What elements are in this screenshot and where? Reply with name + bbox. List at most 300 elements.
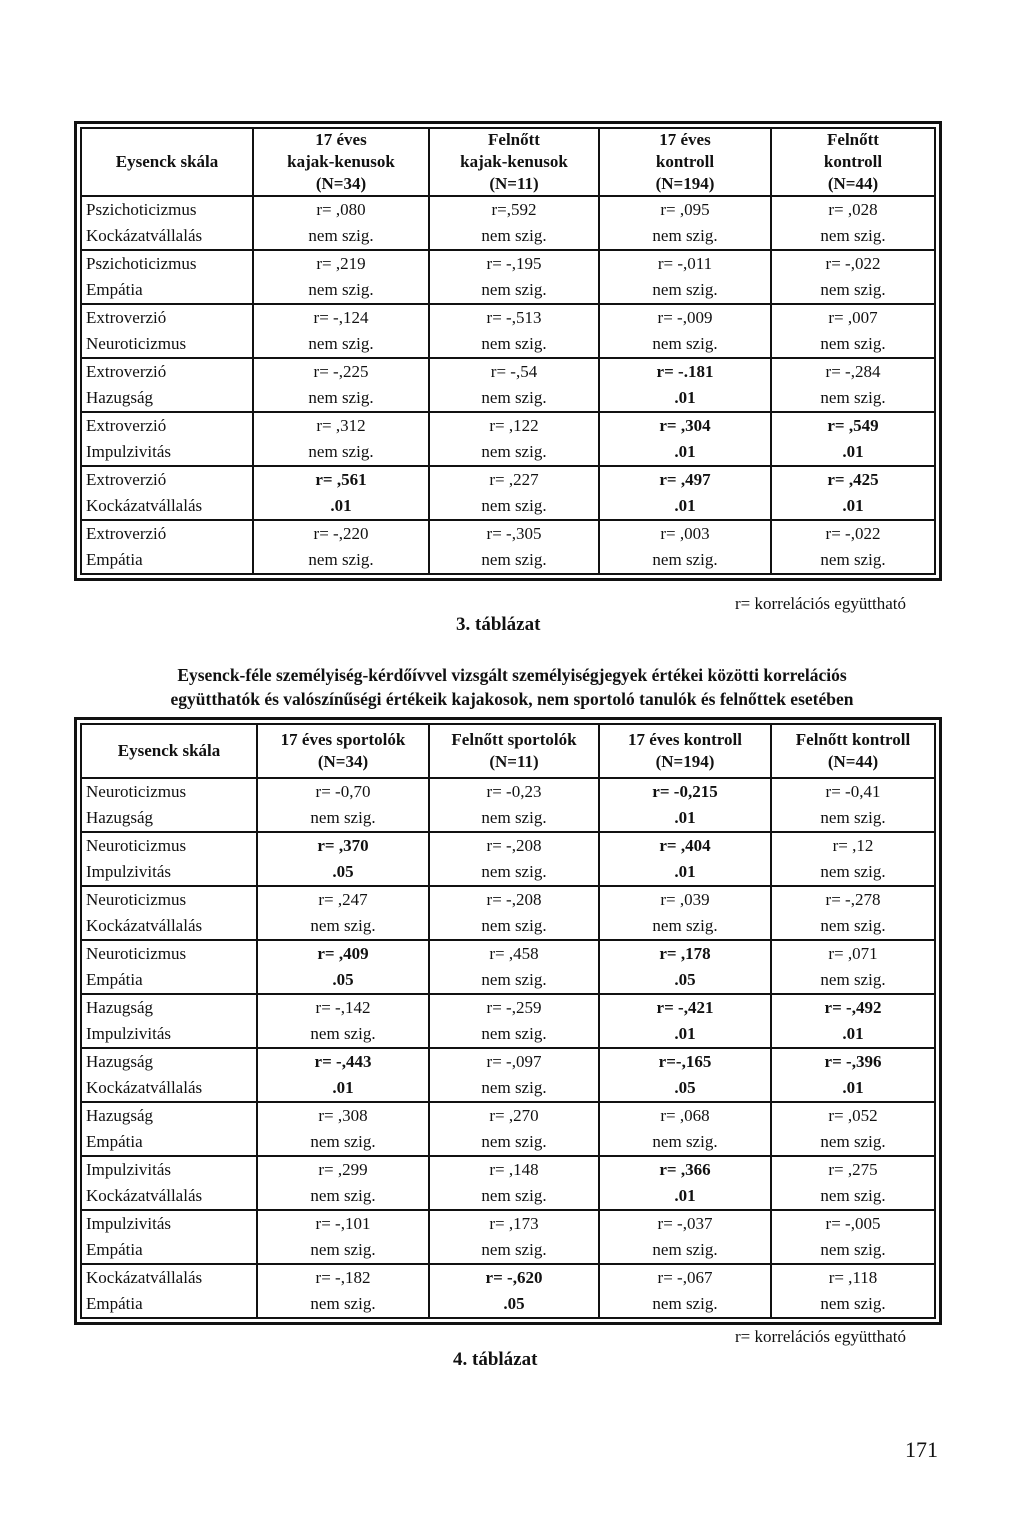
correlation-value: r= ,003 <box>660 524 710 543</box>
scale-label: Pszichoticizmus <box>86 200 197 219</box>
correlation-cell <box>429 1156 599 1210</box>
correlation-cell <box>429 1210 599 1264</box>
correlation-value: r= -,421 <box>656 998 714 1017</box>
significance-value: nem szig. <box>820 388 886 407</box>
scale-pair-cell <box>81 1210 257 1264</box>
correlation-cell <box>599 250 771 304</box>
column-header-line: 17 éves <box>315 130 367 149</box>
scale-label: Extroverzió <box>86 524 167 543</box>
correlation-value: r= ,039 <box>660 890 710 909</box>
column-header-line: (N=11) <box>489 752 539 771</box>
significance-value: nem szig. <box>652 1240 718 1259</box>
correlation-cell <box>253 466 429 520</box>
correlation-value: r= -,396 <box>824 1052 882 1071</box>
correlation-value: r= ,270 <box>489 1106 539 1125</box>
column-header-line: (N=44) <box>827 174 879 193</box>
table-row <box>81 250 935 304</box>
scale-label: Neuroticizmus <box>86 334 187 353</box>
correlation-cell <box>429 358 599 412</box>
column-header-line: kajak-kenusok <box>460 152 568 171</box>
correlation-value: r= ,247 <box>318 890 368 909</box>
correlation-cell <box>257 832 429 886</box>
column-header <box>771 724 935 778</box>
description-line-1: Eysenck-féle személyiség-kérdőívvel vizsgált személyiségjegyek értékei közötti korrelációs <box>177 665 847 685</box>
column-header-line: Eysenck skála <box>117 741 221 760</box>
correlation-value: r= ,275 <box>828 1160 878 1179</box>
scale-pair-cell <box>81 358 253 412</box>
correlation-cell <box>771 250 935 304</box>
table-row <box>81 1264 935 1318</box>
significance-value: nem szig. <box>820 226 886 245</box>
significance-value: .01 <box>330 496 352 515</box>
table-3-note: r= korrelációs együttható <box>735 594 907 613</box>
scale-label: Extroverzió <box>86 362 167 381</box>
significance-value: nem szig. <box>308 442 374 461</box>
scale-pair-cell <box>81 1156 257 1210</box>
correlation-value: r= -,208 <box>486 836 542 855</box>
significance-value: .01 <box>674 1186 696 1205</box>
table-row <box>81 412 935 466</box>
correlation-cell <box>599 1156 771 1210</box>
scale-label: Hazugság <box>86 808 154 827</box>
table-3-caption: 3. táblázat <box>456 614 541 635</box>
description-line-2: együtthatók és valószínűségi értékeik kajakosok, nem sportoló tanulók és felnőttek esetében <box>170 689 854 709</box>
table-3-header-row <box>81 128 935 196</box>
correlation-value: r= -,620 <box>485 1268 543 1287</box>
significance-value: nem szig. <box>481 334 547 353</box>
table-4 <box>74 717 942 1325</box>
correlation-value: r= -,259 <box>486 998 542 1017</box>
scale-label: Empátia <box>86 1294 143 1313</box>
correlation-value: r= -0,23 <box>486 782 542 801</box>
column-header-line: 17 éves kontroll <box>628 730 742 749</box>
significance-value: nem szig. <box>820 1132 886 1151</box>
correlation-value: r= -0,70 <box>315 782 371 801</box>
significance-value: nem szig. <box>481 226 547 245</box>
correlation-cell <box>771 412 935 466</box>
correlation-cell <box>253 250 429 304</box>
scale-label: Impulzivitás <box>86 862 171 881</box>
correlation-value: r= -,009 <box>657 308 713 327</box>
significance-value: nem szig. <box>310 1186 376 1205</box>
correlation-value: r=,592 <box>491 200 537 219</box>
table-row <box>81 358 935 412</box>
correlation-value: r= ,304 <box>659 416 711 435</box>
significance-value: nem szig. <box>481 808 547 827</box>
scale-label: Hazugság <box>86 998 154 1017</box>
scale-label: Empátia <box>86 1132 143 1151</box>
correlation-value: r= ,366 <box>659 1160 711 1179</box>
correlation-value: r= ,561 <box>315 470 367 489</box>
scale-pair-cell <box>81 196 253 250</box>
significance-value: nem szig. <box>310 916 376 935</box>
column-header <box>81 128 253 196</box>
correlation-value: r= ,409 <box>317 944 369 963</box>
correlation-cell <box>257 1156 429 1210</box>
column-header-line: (N=34) <box>317 752 369 771</box>
significance-value: .05 <box>332 970 354 989</box>
scale-label: Impulzivitás <box>86 1214 171 1233</box>
scale-pair-cell <box>81 304 253 358</box>
correlation-value: r= -,278 <box>825 890 881 909</box>
scale-label: Kockázatvállalás <box>86 226 203 245</box>
correlation-cell <box>599 1102 771 1156</box>
significance-value: nem szig. <box>481 496 547 515</box>
scale-pair-cell <box>81 886 257 940</box>
correlation-value: r= -,220 <box>313 524 369 543</box>
scale-pair-cell <box>81 940 257 994</box>
significance-value: nem szig. <box>820 862 886 881</box>
table-row <box>81 994 935 1048</box>
significance-value: nem szig. <box>820 334 886 353</box>
scale-label: Hazugság <box>86 1052 154 1071</box>
significance-value: .01 <box>674 496 696 515</box>
significance-value: nem szig. <box>652 550 718 569</box>
significance-value: .01 <box>674 808 696 827</box>
correlation-value: r= ,148 <box>489 1160 539 1179</box>
correlation-cell <box>429 466 599 520</box>
column-header <box>771 128 935 196</box>
significance-value: nem szig. <box>652 280 718 299</box>
column-header-line: 17 éves <box>659 130 711 149</box>
correlation-cell <box>429 994 599 1048</box>
column-header <box>599 128 771 196</box>
column-header-line: Eysenck skála <box>115 152 219 171</box>
correlation-cell <box>429 412 599 466</box>
column-header <box>599 724 771 778</box>
correlation-cell <box>599 412 771 466</box>
scale-label: Hazugság <box>86 1106 154 1125</box>
correlation-value: r= ,299 <box>318 1160 368 1179</box>
correlation-value: r= ,549 <box>827 416 879 435</box>
table-4-note: r= korrelációs együttható <box>735 1327 907 1346</box>
significance-value: nem szig. <box>820 1240 886 1259</box>
scale-label: Empátia <box>86 1240 143 1259</box>
significance-value: .01 <box>842 496 864 515</box>
correlation-cell <box>257 994 429 1048</box>
scale-label: Empátia <box>86 970 143 989</box>
significance-value: nem szig. <box>308 280 374 299</box>
correlation-value: r= -,208 <box>486 890 542 909</box>
scale-label: Empátia <box>86 550 143 569</box>
significance-value: nem szig. <box>308 388 374 407</box>
correlation-value: r= ,118 <box>828 1268 878 1287</box>
correlation-value: r= ,173 <box>489 1214 539 1233</box>
correlation-cell <box>771 1156 935 1210</box>
table-row <box>81 304 935 358</box>
table-4-header-row <box>81 724 935 778</box>
correlation-value: r= ,458 <box>489 944 539 963</box>
significance-value: nem szig. <box>820 1186 886 1205</box>
correlation-value: r= -,142 <box>315 998 371 1017</box>
correlation-cell <box>429 778 599 832</box>
significance-value: nem szig. <box>820 1294 886 1313</box>
significance-value: nem szig. <box>310 1294 376 1313</box>
correlation-cell <box>429 304 599 358</box>
correlation-value: r=-,165 <box>658 1052 712 1071</box>
correlation-cell <box>771 994 935 1048</box>
column-header-line: kontroll <box>655 152 715 171</box>
significance-value: nem szig. <box>310 1024 376 1043</box>
correlation-cell <box>253 196 429 250</box>
correlation-value: r= -,022 <box>825 254 881 273</box>
correlation-value: r= -,513 <box>486 308 542 327</box>
scale-label: Pszichoticizmus <box>86 254 197 273</box>
significance-value: .01 <box>674 388 696 407</box>
correlation-value: r= -,097 <box>486 1052 542 1071</box>
table-row <box>81 1048 935 1102</box>
column-header <box>429 724 599 778</box>
column-header-line: (N=34) <box>315 174 367 193</box>
table-row <box>81 1102 935 1156</box>
significance-value: nem szig. <box>481 442 547 461</box>
table-4-caption: 4. táblázat <box>453 1349 538 1370</box>
correlation-value: r= -.181 <box>656 362 714 381</box>
significance-value: .01 <box>674 442 696 461</box>
significance-value: .05 <box>332 862 354 881</box>
correlation-value: r= ,227 <box>489 470 539 489</box>
correlation-cell <box>771 1102 935 1156</box>
correlation-value: r= -0,215 <box>652 782 718 801</box>
column-header-line: kajak-kenusok <box>287 152 395 171</box>
correlation-cell <box>253 520 429 574</box>
correlation-cell <box>599 1048 771 1102</box>
significance-value: nem szig. <box>820 280 886 299</box>
correlation-value: r= -,101 <box>315 1214 371 1233</box>
correlation-value: r= -,067 <box>657 1268 713 1287</box>
column-header-line: (N=11) <box>489 174 539 193</box>
column-header <box>257 724 429 778</box>
scale-pair-cell <box>81 1048 257 1102</box>
correlation-value: r= ,178 <box>659 944 711 963</box>
scale-label: Kockázatvállalás <box>86 1078 203 1097</box>
scale-label: Neuroticizmus <box>86 782 187 801</box>
significance-value: .01 <box>842 442 864 461</box>
correlation-value: r= -0,41 <box>825 782 881 801</box>
correlation-cell <box>429 520 599 574</box>
correlation-cell <box>771 358 935 412</box>
correlation-cell <box>429 886 599 940</box>
significance-value: nem szig. <box>652 1294 718 1313</box>
correlation-cell <box>429 250 599 304</box>
significance-value: .05 <box>674 1078 696 1097</box>
correlation-cell <box>429 1048 599 1102</box>
correlation-cell <box>599 1210 771 1264</box>
scale-label: Hazugság <box>86 388 154 407</box>
significance-value: nem szig. <box>481 388 547 407</box>
significance-value: nem szig. <box>481 1078 547 1097</box>
correlation-cell <box>253 412 429 466</box>
correlation-value: r= -,005 <box>825 1214 881 1233</box>
column-header <box>81 724 257 778</box>
correlation-value: r= -,492 <box>824 998 882 1017</box>
significance-value: .01 <box>674 862 696 881</box>
correlation-value: r= ,080 <box>316 200 366 219</box>
correlation-value: r= -,54 <box>490 362 538 381</box>
scale-label: Kockázatvállalás <box>86 916 203 935</box>
scale-pair-cell <box>81 466 253 520</box>
table-row <box>81 1156 935 1210</box>
scale-pair-cell <box>81 520 253 574</box>
correlation-value: r= -,182 <box>315 1268 371 1287</box>
correlation-cell <box>429 1264 599 1318</box>
scale-pair-cell <box>81 250 253 304</box>
correlation-value: r= ,068 <box>660 1106 710 1125</box>
correlation-cell <box>771 1048 935 1102</box>
scale-pair-cell <box>81 1264 257 1318</box>
correlation-value: r= ,007 <box>828 308 878 327</box>
table-4-description <box>80 663 944 711</box>
significance-value: nem szig. <box>820 916 886 935</box>
significance-value: nem szig. <box>308 334 374 353</box>
significance-value: .01 <box>842 1024 864 1043</box>
correlation-cell <box>599 358 771 412</box>
significance-value: nem szig. <box>820 970 886 989</box>
correlation-value: r= ,308 <box>318 1106 368 1125</box>
significance-value: nem szig. <box>481 550 547 569</box>
significance-value: .01 <box>674 1024 696 1043</box>
scale-pair-cell <box>81 412 253 466</box>
table-row <box>81 832 935 886</box>
column-header-line: Felnőtt kontroll <box>795 730 911 749</box>
table-row <box>81 196 935 250</box>
column-header-line: (N=194) <box>655 174 715 193</box>
scale-label: Neuroticizmus <box>86 944 187 963</box>
scale-label: Neuroticizmus <box>86 836 187 855</box>
scale-label: Kockázatvállalás <box>86 496 203 515</box>
significance-value: nem szig. <box>820 808 886 827</box>
correlation-cell <box>257 940 429 994</box>
correlation-cell <box>599 778 771 832</box>
correlation-cell <box>771 520 935 574</box>
correlation-value: r= -,011 <box>657 254 713 273</box>
correlation-value: r= ,12 <box>832 836 874 855</box>
table-row <box>81 466 935 520</box>
column-header <box>253 128 429 196</box>
column-header-line: Felnőtt <box>827 130 879 149</box>
correlation-cell <box>599 304 771 358</box>
correlation-cell <box>771 196 935 250</box>
scale-pair-cell <box>81 778 257 832</box>
significance-value: nem szig. <box>481 916 547 935</box>
table-row <box>81 778 935 832</box>
correlation-value: r= ,071 <box>828 944 878 963</box>
correlation-cell <box>599 886 771 940</box>
correlation-value: r= ,312 <box>316 416 366 435</box>
significance-value: nem szig. <box>308 550 374 569</box>
significance-value: .05 <box>674 970 696 989</box>
correlation-value: r= ,219 <box>316 254 366 273</box>
correlation-cell <box>253 304 429 358</box>
significance-value: nem szig. <box>310 808 376 827</box>
correlation-cell <box>429 196 599 250</box>
correlation-cell <box>257 1048 429 1102</box>
correlation-cell <box>599 520 771 574</box>
column-header-line: Felnőtt sportolók <box>451 730 577 749</box>
correlation-value: r= -,284 <box>825 362 881 381</box>
significance-value: nem szig. <box>481 1186 547 1205</box>
correlation-cell <box>771 778 935 832</box>
scale-label: Extroverzió <box>86 416 167 435</box>
correlation-value: r= ,370 <box>317 836 369 855</box>
correlation-value: r= -,124 <box>313 308 369 327</box>
correlation-value: r= ,497 <box>659 470 711 489</box>
column-header-line: (N=44) <box>827 752 879 771</box>
column-header-line: Felnőtt <box>488 130 540 149</box>
correlation-cell <box>253 358 429 412</box>
correlation-value: r= -,305 <box>486 524 542 543</box>
scale-label: Neuroticizmus <box>86 890 187 909</box>
correlation-value: r= ,028 <box>828 200 878 219</box>
significance-value: nem szig. <box>481 862 547 881</box>
table-row <box>81 940 935 994</box>
significance-value: nem szig. <box>308 226 374 245</box>
correlation-value: r= -,225 <box>313 362 369 381</box>
correlation-cell <box>257 1264 429 1318</box>
scale-label: Kockázatvállalás <box>86 1268 203 1287</box>
scale-label: Impulzivitás <box>86 1160 171 1179</box>
significance-value: nem szig. <box>310 1132 376 1151</box>
scale-pair-cell <box>81 832 257 886</box>
correlation-cell <box>257 886 429 940</box>
significance-value: nem szig. <box>481 1240 547 1259</box>
correlation-value: r= -,443 <box>314 1052 372 1071</box>
scale-label: Extroverzió <box>86 308 167 327</box>
scale-label: Kockázatvállalás <box>86 1186 203 1205</box>
correlation-value: r= ,425 <box>827 470 879 489</box>
correlation-cell <box>599 466 771 520</box>
column-header-line: kontroll <box>823 152 883 171</box>
correlation-cell <box>771 940 935 994</box>
table-row <box>81 886 935 940</box>
correlation-value: r= -,037 <box>657 1214 713 1233</box>
correlation-cell <box>599 832 771 886</box>
correlation-value: r= ,095 <box>660 200 710 219</box>
correlation-value: r= ,122 <box>489 416 539 435</box>
correlation-cell <box>771 304 935 358</box>
correlation-cell <box>771 1264 935 1318</box>
significance-value: nem szig. <box>652 916 718 935</box>
significance-value: nem szig. <box>481 1024 547 1043</box>
significance-value: nem szig. <box>481 280 547 299</box>
significance-value: nem szig. <box>652 226 718 245</box>
correlation-cell <box>257 1102 429 1156</box>
scale-pair-cell <box>81 994 257 1048</box>
column-header <box>429 128 599 196</box>
correlation-cell <box>429 1102 599 1156</box>
correlation-cell <box>599 1264 771 1318</box>
page-number: 171 <box>905 1437 938 1462</box>
correlation-cell <box>599 940 771 994</box>
scale-label: Extroverzió <box>86 470 167 489</box>
significance-value: nem szig. <box>820 550 886 569</box>
scale-label: Impulzivitás <box>86 1024 171 1043</box>
column-header-line: 17 éves sportolók <box>280 730 406 749</box>
correlation-cell <box>771 886 935 940</box>
significance-value: nem szig. <box>652 334 718 353</box>
column-header-line: (N=194) <box>655 752 715 771</box>
correlation-cell <box>257 1210 429 1264</box>
scale-label: Impulzivitás <box>86 442 171 461</box>
correlation-value: r= ,052 <box>828 1106 878 1125</box>
table-row <box>81 1210 935 1264</box>
table-row <box>81 520 935 574</box>
scale-label: Empátia <box>86 280 143 299</box>
significance-value: .05 <box>503 1294 525 1313</box>
correlation-cell <box>599 994 771 1048</box>
significance-value: nem szig. <box>481 1132 547 1151</box>
correlation-cell <box>429 832 599 886</box>
